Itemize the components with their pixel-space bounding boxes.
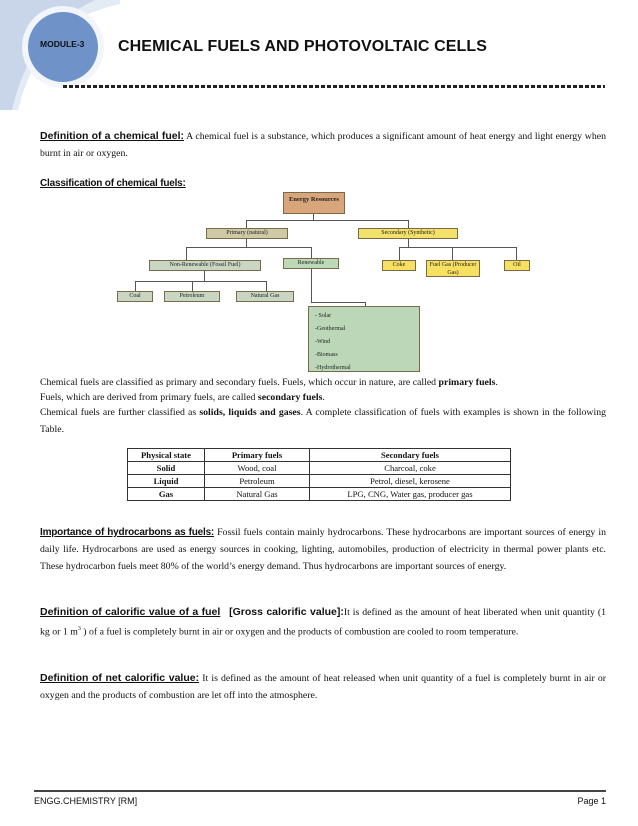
table-header-cell: Physical state xyxy=(128,449,205,462)
calorific-value-heading: Definition of calorific value of a fuel xyxy=(40,606,221,618)
diagram-node-energy-resources: Energy Resources xyxy=(283,192,345,214)
classification-paragraph-1: Chemical fuels are classified as primary and secondary fuels. Fuels, which occur in nature, are called primary fuels. xyxy=(40,377,498,388)
chemical-fuel-text: A chemical fuel is a substance, which produces a significant amount of heat energy and light energy when burnt in air or oxygen. xyxy=(40,131,606,159)
module-label: MODULE-3 xyxy=(40,39,85,49)
gross-calorific-definition xyxy=(40,604,606,640)
diagram-node-primary: Primary (natural) xyxy=(206,228,288,239)
net-calorific-heading: Definition of net calorific value: xyxy=(40,672,200,684)
diagram-node-coke: Coke xyxy=(382,260,416,271)
diagram-node-secondary: Secondary (Synthetic) xyxy=(358,228,458,239)
table-row xyxy=(128,462,511,475)
footer-page-number: Page 1 xyxy=(577,796,606,806)
table-cell: Petrol, diesel, kerosene xyxy=(310,475,511,488)
table-cell: Liquid xyxy=(128,475,205,488)
table-header-cell: Primary fuels xyxy=(205,449,310,462)
classification-paragraph-3: Chemical fuels are further classified as solids, liquids and gases. A complete classification of fuels with examples is shown in the following Table. xyxy=(40,407,606,435)
hydrocarbons-heading: Importance of hydrocarbons as fuels: xyxy=(40,527,215,538)
table-row xyxy=(128,475,511,488)
diagram-node-natural-gas: Natural Gas xyxy=(236,291,294,302)
table-cell: Petroleum xyxy=(205,475,310,488)
net-calorific-text: It is defined as the amount of heat released when unit quantity of a fuel is completely burnt in air or oxygen and the products of combustion are let off into the atmosphere. xyxy=(40,673,607,701)
table-cell: Charcoal, coke xyxy=(310,462,511,475)
diagram-node-renewable-list xyxy=(308,306,420,372)
page-title: CHEMICAL FUELS AND PHOTOVOLTAIC CELLS xyxy=(118,38,488,55)
table-header-row xyxy=(128,449,511,462)
diagram-node-non-renewable: Non-Renewable (Fossil Fuel) xyxy=(149,260,261,271)
chemical-fuel-heading: Definition of a chemical fuel: xyxy=(40,130,184,142)
unit-superscript: 3 xyxy=(77,626,81,632)
table-cell: Natural Gas xyxy=(205,488,310,501)
classification-paragraph-2: Fuels, which are derived from primary fuels, are called secondary fuels. xyxy=(40,392,325,403)
diagram-node-petroleum: Petroleum xyxy=(164,291,220,302)
fuel-classification-table xyxy=(127,448,511,501)
diagram-node-fuel-gas: Fuel Gas (Producer Gas) xyxy=(426,260,480,277)
diagram-node-oil: Oil xyxy=(504,260,530,271)
diagram-node-renewable: Renewable xyxy=(283,258,339,269)
table-cell: LPG, CNG, Water gas, producer gas xyxy=(310,488,511,501)
gross-calorific-text-b: ) of a fuel is completely burnt in air or oxygen and the products of combustion are cooled to room temperature. xyxy=(80,626,519,638)
chemical-fuel-definition xyxy=(40,128,606,162)
table-header-cell: Secondary fuels xyxy=(310,449,511,462)
net-calorific-definition xyxy=(40,670,606,704)
footer-course-label: ENGG.CHEMISTRY [RM] xyxy=(34,796,138,806)
hydrocarbons-importance xyxy=(40,524,606,575)
classification-heading: Classification of chemical fuels: xyxy=(40,178,186,189)
table-cell: Wood, coal xyxy=(205,462,310,475)
renewable-item-wind: -Wind xyxy=(315,339,331,345)
renewable-item-hydrothermal: -Hydrothermal xyxy=(315,365,351,371)
title-dashed-rule xyxy=(63,82,605,91)
table-cell: Gas xyxy=(128,488,205,501)
table-row xyxy=(128,488,511,501)
renewable-item-geothermal: -Geothermal xyxy=(315,326,346,332)
renewable-item-biomass: -Biomass xyxy=(315,352,338,358)
renewable-item-solar: - Solar xyxy=(315,313,332,319)
gross-calorific-text-a: It is defined as the amount of heat liberated when unit quantity (1 kg or 1 m xyxy=(40,607,606,638)
module-badge-decoration xyxy=(0,0,120,110)
table-cell: Solid xyxy=(128,462,205,475)
page-footer xyxy=(34,790,606,806)
classification-section xyxy=(40,175,606,192)
diagram-node-coal: Coal xyxy=(117,291,153,302)
hydrocarbons-text: Fossil fuels contain mainly hydrocarbons. These hydrocarbons are important sources of energy in daily life. Hydrocarbons are used as energy sources in cooking, lighting, automobiles, production of electricity in thermal power plants etc. These hydrocarbon fuels meet 80% of the world’s energy demand. Thus hydrocarbons are important sources of energy. xyxy=(40,527,606,572)
gross-calorific-heading: [Gross calorific value]: xyxy=(229,606,344,618)
